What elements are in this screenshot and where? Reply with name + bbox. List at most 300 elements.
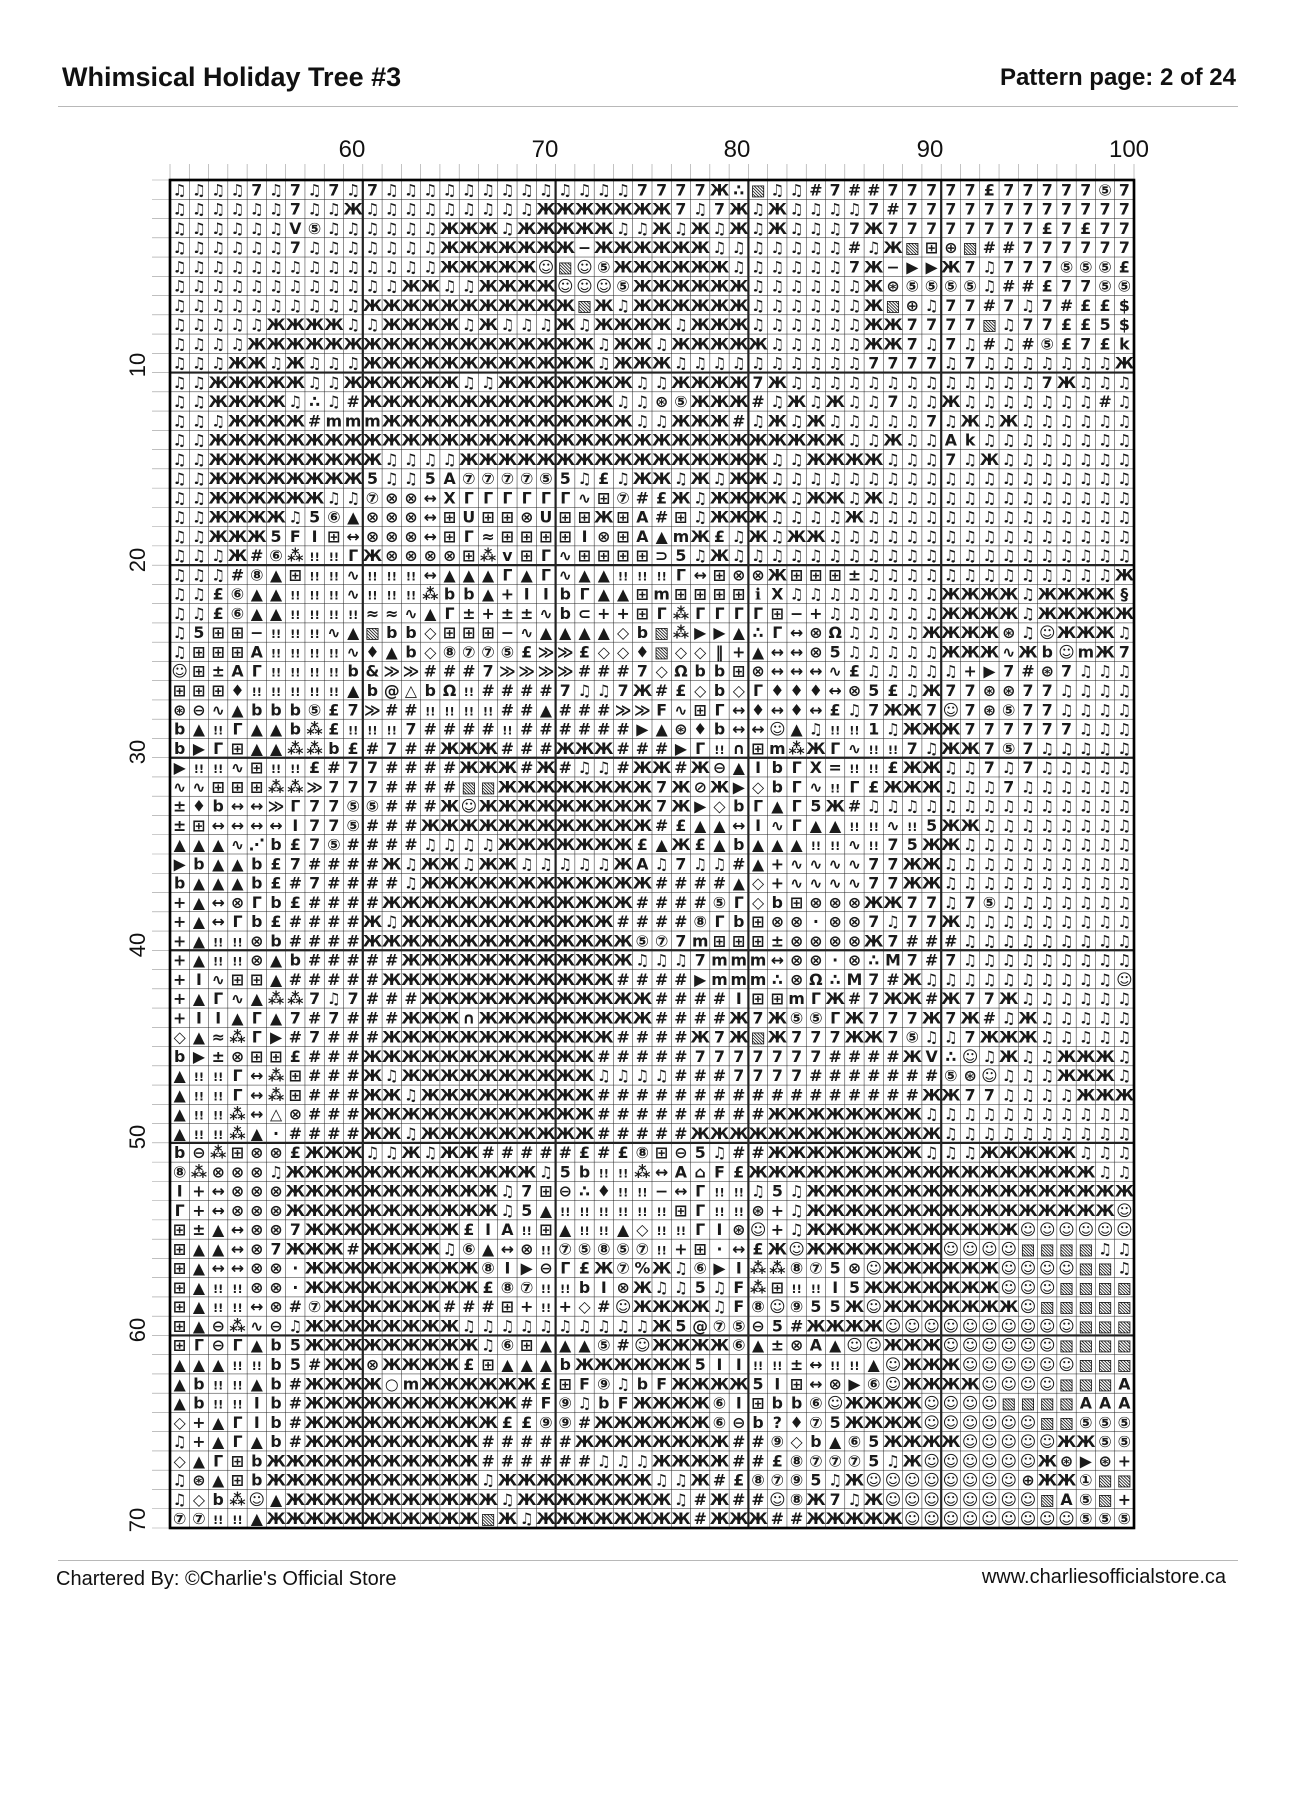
stitch-symbol: !! xyxy=(406,569,416,583)
stitch-symbol: Ж xyxy=(575,1028,595,1047)
stitch-symbol: Ж xyxy=(575,1105,595,1124)
stitch-symbol: # xyxy=(482,1451,495,1470)
stitch-symbol: ▲ xyxy=(424,604,437,623)
stitch-symbol: 5 xyxy=(849,1278,860,1297)
stitch-symbol: ▧ xyxy=(1117,1355,1132,1374)
stitch-symbol: Ж xyxy=(536,296,556,315)
stitch-symbol: Ж xyxy=(421,315,441,334)
stitch-symbol: Ж xyxy=(845,1297,865,1316)
stitch-symbol: ↔ xyxy=(231,1220,244,1239)
stitch-symbol: ± xyxy=(173,816,186,835)
stitch-symbol: Ж xyxy=(228,373,248,392)
stitch-symbol: 7 xyxy=(1100,238,1111,257)
stitch-symbol: ♫ xyxy=(790,411,804,430)
stitch-symbol: ☺ xyxy=(1000,1490,1016,1509)
stitch-symbol: Ж xyxy=(459,989,479,1008)
stitch-symbol: Ж xyxy=(440,1316,460,1335)
stitch-symbol: ♫ xyxy=(1117,777,1131,796)
stitch-symbol: ♫ xyxy=(944,488,958,507)
stitch-symbol: Ж xyxy=(633,1297,653,1316)
stitch-symbol: ◇ xyxy=(733,681,746,700)
stitch-symbol: ⊞ xyxy=(597,546,610,565)
stitch-symbol: Ж xyxy=(382,1220,402,1239)
stitch-symbol: ☺ xyxy=(615,1297,631,1316)
stitch-symbol: ☺ xyxy=(1000,1509,1016,1528)
stitch-symbol: ♫ xyxy=(1079,1028,1093,1047)
stitch-symbol: Ж xyxy=(363,1124,383,1143)
stitch-symbol: ☺ xyxy=(962,1413,978,1432)
stitch-symbol: !! xyxy=(560,1205,570,1219)
stitch-symbol: ∿ xyxy=(212,970,225,989)
stitch-symbol: ♫ xyxy=(462,373,476,392)
stitch-symbol: ↔ xyxy=(732,816,745,835)
stitch-symbol: ♫ xyxy=(1021,854,1035,873)
stitch-symbol: ♫ xyxy=(655,1471,669,1490)
stitch-symbol: £ xyxy=(540,1374,551,1393)
stitch-symbol: ♫ xyxy=(1079,373,1093,392)
stitch-symbol: ♫ xyxy=(828,1471,842,1490)
stitch-symbol: ▲ xyxy=(251,1509,264,1528)
stitch-symbol: ▧ xyxy=(1078,1239,1093,1258)
stitch-symbol: 7 xyxy=(367,777,378,796)
stitch-symbol: 7 xyxy=(1061,720,1072,739)
stitch-symbol: 7 xyxy=(753,373,764,392)
stitch-symbol: Ж xyxy=(903,854,923,873)
stitch-symbol: ☺ xyxy=(904,1490,920,1509)
stitch-symbol: Ж xyxy=(363,1297,383,1316)
stitch-symbol: ▲ xyxy=(193,931,206,950)
stitch-symbol: 7 xyxy=(907,315,918,334)
stitch-symbol: Ж xyxy=(1038,585,1058,604)
stitch-symbol: # xyxy=(385,777,398,796)
stitch-symbol: Ж xyxy=(960,1201,980,1220)
stitch-symbol: Ж xyxy=(845,1239,865,1258)
stitch-symbol: Ж xyxy=(652,1316,672,1335)
stitch-symbol: ♫ xyxy=(905,527,919,546)
stitch-symbol: Ж xyxy=(633,1355,653,1374)
stitch-symbol: Γ xyxy=(695,1182,705,1201)
stitch-symbol: ⊞ xyxy=(539,527,552,546)
stitch-symbol: Ж xyxy=(864,1220,884,1239)
stitch-symbol: b xyxy=(810,1432,821,1451)
stitch-symbol: !! xyxy=(599,1205,609,1219)
stitch-symbol: 7 xyxy=(1042,257,1053,276)
stitch-symbol: 5 xyxy=(367,469,378,488)
stitch-symbol: ♫ xyxy=(944,527,958,546)
stitch-symbol: ↔ xyxy=(347,527,360,546)
stitch-symbol: ▲ xyxy=(193,835,206,854)
stitch-symbol: b xyxy=(733,912,744,931)
stitch-symbol: ⊞ xyxy=(751,1394,764,1413)
stitch-symbol: ♫ xyxy=(520,180,534,199)
stitch-symbol: ▶ xyxy=(694,797,707,816)
stitch-symbol: ♫ xyxy=(790,585,804,604)
stitch-symbol: b xyxy=(772,758,783,777)
stitch-symbol: ♫ xyxy=(1040,392,1054,411)
stitch-symbol: Ж xyxy=(825,797,845,816)
stitch-symbol: ⊛ xyxy=(674,720,687,739)
stitch-symbol: Ж xyxy=(421,1028,441,1047)
stitch-symbol: ♫ xyxy=(1021,508,1035,527)
stitch-symbol: ♫ xyxy=(809,585,823,604)
stitch-symbol: 7 xyxy=(309,797,320,816)
stitch-symbol: Ж xyxy=(845,1008,865,1027)
stitch-symbol: ♫ xyxy=(828,546,842,565)
stitch-symbol: ▲ xyxy=(174,1085,187,1104)
stitch-symbol: 7 xyxy=(309,1028,320,1047)
stitch-symbol: ♫ xyxy=(1021,585,1035,604)
stitch-symbol: Ж xyxy=(768,1105,788,1124)
stitch-symbol: ♫ xyxy=(192,392,206,411)
stitch-symbol: Γ xyxy=(657,604,667,623)
stitch-symbol: ♫ xyxy=(847,604,861,623)
stitch-symbol: # xyxy=(385,758,398,777)
stitch-symbol: ♫ xyxy=(867,642,881,661)
stitch-symbol: ♫ xyxy=(905,431,919,450)
stitch-symbol: Ж xyxy=(363,546,383,565)
stitch-symbol: ♫ xyxy=(809,508,823,527)
stitch-symbol: ♫ xyxy=(1059,354,1073,373)
stitch-symbol: ☺ xyxy=(923,1316,939,1335)
stitch-symbol: Ж xyxy=(478,296,498,315)
stitch-symbol: # xyxy=(655,970,668,989)
stitch-symbol: # xyxy=(694,1490,707,1509)
stitch-symbol: ♫ xyxy=(1117,1143,1131,1162)
stitch-symbol: ♫ xyxy=(1002,315,1016,334)
stitch-symbol: ⁂ xyxy=(268,1085,284,1104)
stitch-symbol: ♫ xyxy=(385,257,399,276)
stitch-symbol: ♫ xyxy=(693,546,707,565)
stitch-symbol: b xyxy=(174,1143,185,1162)
stitch-symbol: Ж xyxy=(286,315,306,334)
stitch-symbol: # xyxy=(578,720,591,739)
stitch-symbol: Γ xyxy=(714,604,724,623)
stitch-symbol: # xyxy=(655,1028,668,1047)
stitch-symbol: ⊗ xyxy=(385,527,398,546)
stitch-symbol: # xyxy=(597,1085,610,1104)
stitch-symbol: ≈ xyxy=(482,527,495,546)
stitch-symbol: Ж xyxy=(845,1471,865,1490)
stitch-symbol: # xyxy=(482,1297,495,1316)
stitch-symbol: Γ xyxy=(734,893,744,912)
stitch-symbol: ▲ xyxy=(791,835,804,854)
stitch-symbol: ♫ xyxy=(1059,893,1073,912)
stitch-symbol: Ж xyxy=(748,488,768,507)
stitch-symbol: ⑧ xyxy=(481,1259,494,1278)
stitch-symbol: ⑥ xyxy=(809,1394,822,1413)
stitch-symbol: A xyxy=(443,469,456,488)
stitch-symbol: # xyxy=(289,1374,302,1393)
stitch-symbol: # xyxy=(308,411,321,430)
stitch-symbol: ♫ xyxy=(963,951,977,970)
stitch-symbol: ♫ xyxy=(1098,893,1112,912)
stitch-symbol: 7 xyxy=(1119,642,1130,661)
stitch-symbol: Ж xyxy=(1076,604,1096,623)
stitch-symbol: Ж xyxy=(305,334,325,353)
stitch-symbol: Ж xyxy=(440,1105,460,1124)
stitch-symbol: Ж xyxy=(421,1432,441,1451)
stitch-symbol: ⁂ xyxy=(634,1162,650,1181)
stitch-symbol: ♫ xyxy=(1117,1008,1131,1027)
stitch-symbol: Ж xyxy=(729,1509,749,1528)
stitch-symbol: 7 xyxy=(984,720,995,739)
stitch-symbol: ♫ xyxy=(655,334,669,353)
stitch-symbol: Ж xyxy=(1057,1143,1077,1162)
stitch-symbol: Ж xyxy=(652,354,672,373)
stitch-symbol: Ж xyxy=(941,1182,961,1201)
stitch-symbol: Ж xyxy=(459,1278,479,1297)
stitch-symbol: ▲ xyxy=(713,816,726,835)
stitch-symbol: ♫ xyxy=(308,257,322,276)
stitch-symbol: Ж xyxy=(209,373,229,392)
stitch-symbol: Ж xyxy=(266,373,286,392)
stitch-symbol: ♫ xyxy=(250,219,264,238)
stitch-symbol: ⁂ xyxy=(287,546,303,565)
stitch-symbol: Ж xyxy=(787,1124,807,1143)
stitch-symbol: $ xyxy=(1119,315,1130,334)
stitch-symbol: 5 xyxy=(907,835,918,854)
stitch-symbol: Ж xyxy=(787,431,807,450)
stitch-symbol: Ж xyxy=(305,1259,325,1278)
stitch-symbol: ♫ xyxy=(1059,469,1073,488)
stitch-symbol: Ж xyxy=(633,1509,653,1528)
stitch-symbol: ♫ xyxy=(346,257,360,276)
stitch-symbol: ♫ xyxy=(1021,469,1035,488)
stitch-symbol: Ж xyxy=(459,1162,479,1181)
stitch-symbol: 7 xyxy=(868,354,879,373)
stitch-symbol: ≫ xyxy=(538,642,555,661)
stitch-symbol: Ж xyxy=(440,1085,460,1104)
stitch-symbol: ♫ xyxy=(385,912,399,931)
stitch-symbol: ♫ xyxy=(597,1451,611,1470)
stitch-symbol: ≫ xyxy=(557,662,574,681)
stitch-symbol: Ж xyxy=(440,1451,460,1470)
stitch-symbol: Ж xyxy=(498,1028,518,1047)
stitch-symbol: ♫ xyxy=(1040,431,1054,450)
stitch-symbol: Ж xyxy=(1095,623,1115,642)
stitch-symbol: Ж xyxy=(691,392,711,411)
stitch-symbol: X xyxy=(443,488,455,507)
stitch-symbol: U xyxy=(540,508,553,527)
stitch-symbol: # xyxy=(520,700,533,719)
stitch-symbol: Ж xyxy=(536,931,556,950)
stitch-symbol: Ж xyxy=(806,1509,826,1528)
stitch-symbol: Ж xyxy=(671,488,691,507)
stitch-symbol: ⊞ xyxy=(289,565,302,584)
stitch-symbol: + xyxy=(192,1432,205,1451)
stitch-symbol: ♫ xyxy=(693,508,707,527)
stitch-symbol: ⊕ xyxy=(1021,1471,1034,1490)
stitch-symbol: ☺ xyxy=(865,1336,881,1355)
stitch-symbol: ▲ xyxy=(251,1124,264,1143)
stitch-symbol: ♫ xyxy=(616,1374,630,1393)
stitch-symbol: # xyxy=(385,816,398,835)
stitch-symbol: Ж xyxy=(883,777,903,796)
stitch-symbol: ⊛ xyxy=(1098,1451,1111,1470)
stitch-symbol: ⊗ xyxy=(269,1278,282,1297)
stitch-symbol: ⊞ xyxy=(212,681,225,700)
stitch-symbol: ⊞ xyxy=(212,623,225,642)
stitch-symbol: b xyxy=(251,854,262,873)
stitch-symbol: ♫ xyxy=(963,546,977,565)
stitch-symbol: + xyxy=(192,1201,205,1220)
stitch-symbol: ♫ xyxy=(635,373,649,392)
stitch-symbol: Ж xyxy=(286,1182,306,1201)
stitch-symbol: Ж xyxy=(401,1220,421,1239)
stitch-symbol: # xyxy=(636,1028,649,1047)
stitch-symbol: ⑧ xyxy=(751,1471,764,1490)
stitch-symbol: Ж xyxy=(343,1162,363,1181)
stitch-symbol: ▲ xyxy=(193,1278,206,1297)
stitch-symbol: 7 xyxy=(1022,200,1033,219)
stitch-symbol: Ж xyxy=(633,315,653,334)
stitch-symbol: Ж xyxy=(575,893,595,912)
stitch-symbol: ♫ xyxy=(1098,951,1112,970)
stitch-symbol: Ж xyxy=(536,816,556,835)
stitch-symbol: ♫ xyxy=(982,835,996,854)
stitch-symbol: ♫ xyxy=(655,411,669,430)
stitch-symbol: Ж xyxy=(421,354,441,373)
stitch-symbol: ◇ xyxy=(675,642,688,661)
stitch-symbol: Ж xyxy=(324,1509,344,1528)
stitch-symbol: ♫ xyxy=(423,257,437,276)
stitch-symbol: 7 xyxy=(1022,180,1033,199)
stitch-symbol: ⊞ xyxy=(616,508,629,527)
stitch-symbol: Ж xyxy=(903,1201,923,1220)
stitch-symbol: ♫ xyxy=(944,354,958,373)
stitch-symbol: £ xyxy=(290,835,301,854)
stitch-symbol: Ж xyxy=(459,431,479,450)
stitch-symbol: ↔ xyxy=(212,1182,225,1201)
stitch-symbol: Ж xyxy=(729,431,749,450)
stitch-symbol: ♫ xyxy=(790,469,804,488)
stitch-symbol: Ж xyxy=(633,238,653,257)
stitch-symbol: Ж xyxy=(980,1143,1000,1162)
stitch-symbol: Ж xyxy=(729,488,749,507)
stitch-symbol: Ж xyxy=(1076,623,1096,642)
stitch-symbol: Ж xyxy=(575,931,595,950)
stitch-symbol: Ж xyxy=(459,1432,479,1451)
stitch-symbol: Ж xyxy=(209,527,229,546)
stitch-symbol: ♫ xyxy=(828,354,842,373)
stitch-symbol: # xyxy=(906,931,919,950)
stitch-symbol: # xyxy=(848,797,861,816)
stitch-symbol: Ж xyxy=(999,1143,1019,1162)
stitch-symbol: Ж xyxy=(266,1509,286,1528)
stitch-symbol: Ж xyxy=(594,989,614,1008)
stitch-symbol: Ж xyxy=(209,450,229,469)
stitch-symbol: Ж xyxy=(401,1278,421,1297)
stitch-symbol: Ж xyxy=(536,354,556,373)
stitch-symbol: ♫ xyxy=(963,469,977,488)
stitch-symbol: ♫ xyxy=(982,277,996,296)
stitch-symbol: Ж xyxy=(440,1413,460,1432)
stitch-symbol: Ж xyxy=(864,1278,884,1297)
stitch-symbol: !! xyxy=(232,955,242,969)
stitch-symbol: ♫ xyxy=(847,642,861,661)
stitch-symbol: ♫ xyxy=(1040,450,1054,469)
stitch-symbol: Ж xyxy=(440,354,460,373)
stitch-symbol: b xyxy=(791,1394,802,1413)
stitch-symbol: # xyxy=(1002,277,1015,296)
stitch-symbol: ∿ xyxy=(559,565,572,584)
stitch-symbol: ⑨ xyxy=(559,1394,572,1413)
stitch-symbol: # xyxy=(424,739,437,758)
stitch-symbol: ⁂ xyxy=(210,1143,226,1162)
stitch-symbol: ♫ xyxy=(809,373,823,392)
stitch-symbol: Ж xyxy=(941,585,961,604)
stitch-symbol: Ж xyxy=(1038,1162,1058,1181)
stitch-symbol: ♫ xyxy=(847,546,861,565)
stitch-symbol: b xyxy=(695,662,706,681)
stitch-symbol: ♫ xyxy=(1002,970,1016,989)
stitch-symbol: ▧ xyxy=(1059,1336,1074,1355)
stitch-symbol: ▶ xyxy=(694,623,707,642)
stitch-symbol: ≈ xyxy=(212,1028,225,1047)
stitch-symbol: ⊗ xyxy=(231,893,244,912)
stitch-symbol: ♫ xyxy=(732,527,746,546)
stitch-symbol: ↔ xyxy=(212,1201,225,1220)
stitch-symbol: 7 xyxy=(753,1047,764,1066)
stitch-symbol: # xyxy=(732,1105,745,1124)
stitch-symbol: ▲ xyxy=(752,854,765,873)
stitch-symbol: ♫ xyxy=(1117,739,1131,758)
stitch-symbol: F xyxy=(656,1374,667,1393)
stitch-symbol: Ж xyxy=(478,219,498,238)
stitch-symbol: ⊗ xyxy=(250,1278,263,1297)
stitch-symbol: ♫ xyxy=(404,200,418,219)
stitch-symbol: ♫ xyxy=(770,354,784,373)
stitch-symbol: ▲ xyxy=(540,623,553,642)
stitch-symbol: ▧ xyxy=(1078,1259,1093,1278)
stitch-symbol: · xyxy=(273,1124,279,1143)
stitch-symbol: # xyxy=(636,1085,649,1104)
stitch-symbol: b xyxy=(270,1394,281,1413)
stitch-symbol: # xyxy=(327,758,340,777)
stitch-symbol: Ж xyxy=(440,970,460,989)
stitch-symbol: !! xyxy=(560,1282,570,1296)
stitch-symbol: Ж xyxy=(941,1259,961,1278)
stitch-symbol: Ж xyxy=(1115,354,1135,373)
stitch-symbol: ⑤ xyxy=(616,277,629,296)
stitch-symbol: Ж xyxy=(710,315,730,334)
stitch-symbol: 7 xyxy=(560,681,571,700)
stitch-symbol: Ж xyxy=(613,835,633,854)
stitch-symbol: Ж xyxy=(556,1047,576,1066)
stitch-symbol: Ж xyxy=(382,1124,402,1143)
stitch-symbol: ☺ xyxy=(885,1471,901,1490)
stitch-symbol: # xyxy=(674,1105,687,1124)
stitch-symbol: ▶ xyxy=(925,257,938,276)
stitch-symbol: Ж xyxy=(382,1509,402,1528)
stitch-symbol: ♫ xyxy=(1079,912,1093,931)
stitch-symbol: 7 xyxy=(251,180,262,199)
stitch-symbol: ♫ xyxy=(327,219,341,238)
stitch-symbol: Ж xyxy=(266,315,286,334)
stitch-symbol: Ж xyxy=(806,1162,826,1181)
stitch-symbol: ♫ xyxy=(1021,623,1035,642)
stitch-symbol: ⁂ xyxy=(750,1259,766,1278)
stitch-symbol: 7 xyxy=(926,219,937,238)
stitch-symbol: 7 xyxy=(309,816,320,835)
stitch-symbol: V xyxy=(925,1047,938,1066)
stitch-symbol: ♫ xyxy=(577,681,591,700)
stitch-symbol: ♫ xyxy=(1021,893,1035,912)
stitch-symbol: Ж xyxy=(575,1509,595,1528)
stitch-symbol: # xyxy=(983,1008,996,1027)
stitch-symbol: Ж xyxy=(536,1471,556,1490)
stitch-symbol: ♫ xyxy=(481,1316,495,1335)
